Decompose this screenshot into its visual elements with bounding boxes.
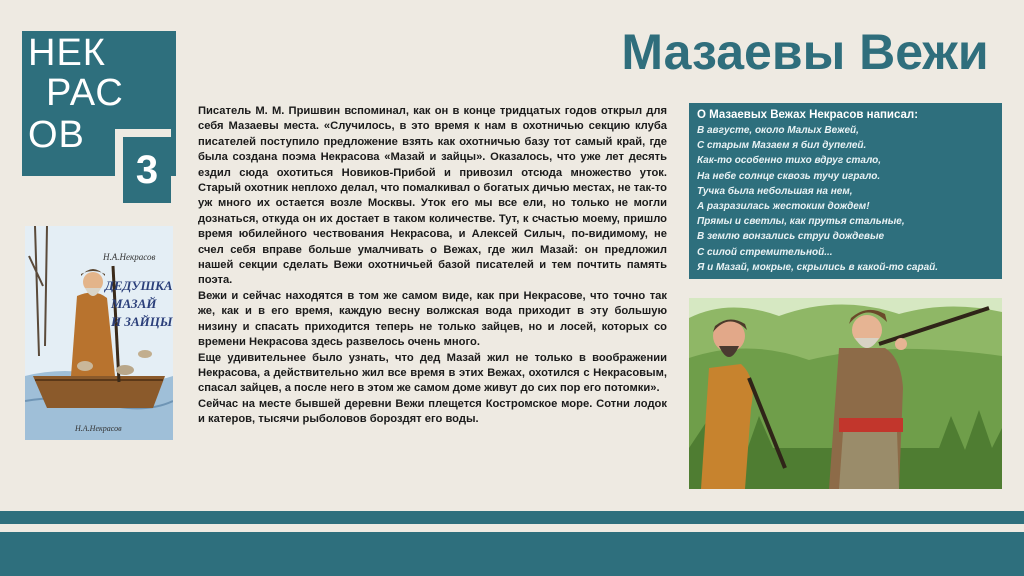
book-author: Н.А.Некрасов — [103, 252, 156, 262]
main-paragraph: Писатель М. М. Пришвин вспоминал, как он в конце тридцатых годов открыл для себя Мазаевы места. «Случилось, в это время к нам в охотничью секцию клуба писателей поступило предложение взять как охотничью базу тот самый край, где была создана поэма Некрасова «Мазай и зайцы». Оказалось, что уже лет десять ездил сюда охотиться Новиков-Прибой и привозил отсюда множество уток. Старый охотник неплохо делал, что помалкивал о богатых дичью местах, не так-то уж много их остается возле Москвы. Уток его мы все ели, но только не могли дознаться, откуда он их достает в таком количестве. Тут, к счастью моему, пришло время юбилейного чествования Некрасова, и Алексей Силыч, по-видимому, не счел себя вправе больше умалчивать о Вежах, где жил Мазай: он предложил нашей секции сделать Вежи охотничьей базой писателей и тем почтить память поэта. — [198, 105, 667, 287]
poem-line: Я и Мазай, мокрые, скрылись в какой-то сарай. — [697, 261, 939, 273]
main-paragraph: Вежи и сейчас находятся в том же самом виде, как при Некрасове, что точно так же, как и в его время, каждую весну волжская вода приходит в эту большую низину и спасать приходится теперь не только зайцев, но и лосей, которых со времени Некрасова здесь развелось очень много. — [198, 289, 667, 349]
poem-quote-box — [689, 103, 1002, 279]
main-text-block — [198, 104, 667, 428]
slide-title: Мазаевы Вежи — [621, 24, 989, 80]
hunters-illustration — [689, 298, 1002, 489]
main-paragraph: Еще удивительнее было узнать, что дед Мазай жил не только в воображении Некрасова, а действительно жил все время в этих Вежах, охотился с Некрасовым, спасал зайцев, а после него в этом же самом доме живут до сих пор его потомки». — [198, 351, 667, 395]
book-footer: Н.А.Некрасов — [75, 424, 122, 433]
book-title-3: И ЗАЙЦЫ — [111, 314, 173, 329]
poem-line: С силой стремительной... — [697, 246, 833, 258]
logo-line-3: ОВ — [28, 114, 85, 156]
poem-line: В землю вонзались струи дождевые — [697, 231, 885, 243]
book-title-1: ДЕДУШКА — [105, 278, 173, 293]
slide-number-badge: 3 — [115, 129, 171, 203]
logo-line-2: РАС — [46, 72, 124, 114]
logo-line-1: НЕК — [28, 32, 106, 74]
footer-stripe-bottom — [0, 532, 1024, 576]
poem-heading: О Мазаевых Вежах Некрасов написал: — [697, 109, 919, 121]
poem-line: С старым Мазаем я бил дупелей. — [697, 140, 867, 152]
main-paragraph: Сейчас на месте бывшей деревни Вежи плещется Костромское море. Сотни лодок и катеров, тысячи рыболовов бороздят его воды. — [198, 397, 667, 426]
book-cover-image — [25, 226, 173, 440]
poem-line: В августе, около Малых Вежей, — [697, 125, 859, 136]
poem-line: А разразилась жестоким дождем! — [697, 201, 870, 213]
footer-stripe-top — [0, 511, 1024, 524]
nekrasov-logo — [22, 31, 176, 192]
poem-line: Тучка была небольшая на нем, — [697, 185, 853, 197]
hunters-illustration-art — [689, 298, 1002, 489]
poem-line: Прямы и светлы, как прутья стальные, — [697, 216, 905, 228]
poem-line: На небе солнце сквозь тучу играло. — [697, 170, 881, 182]
poem-line: Как-то особенно тихо вдруг стало, — [697, 155, 882, 167]
book-title-2: МАЗАЙ — [111, 296, 157, 311]
